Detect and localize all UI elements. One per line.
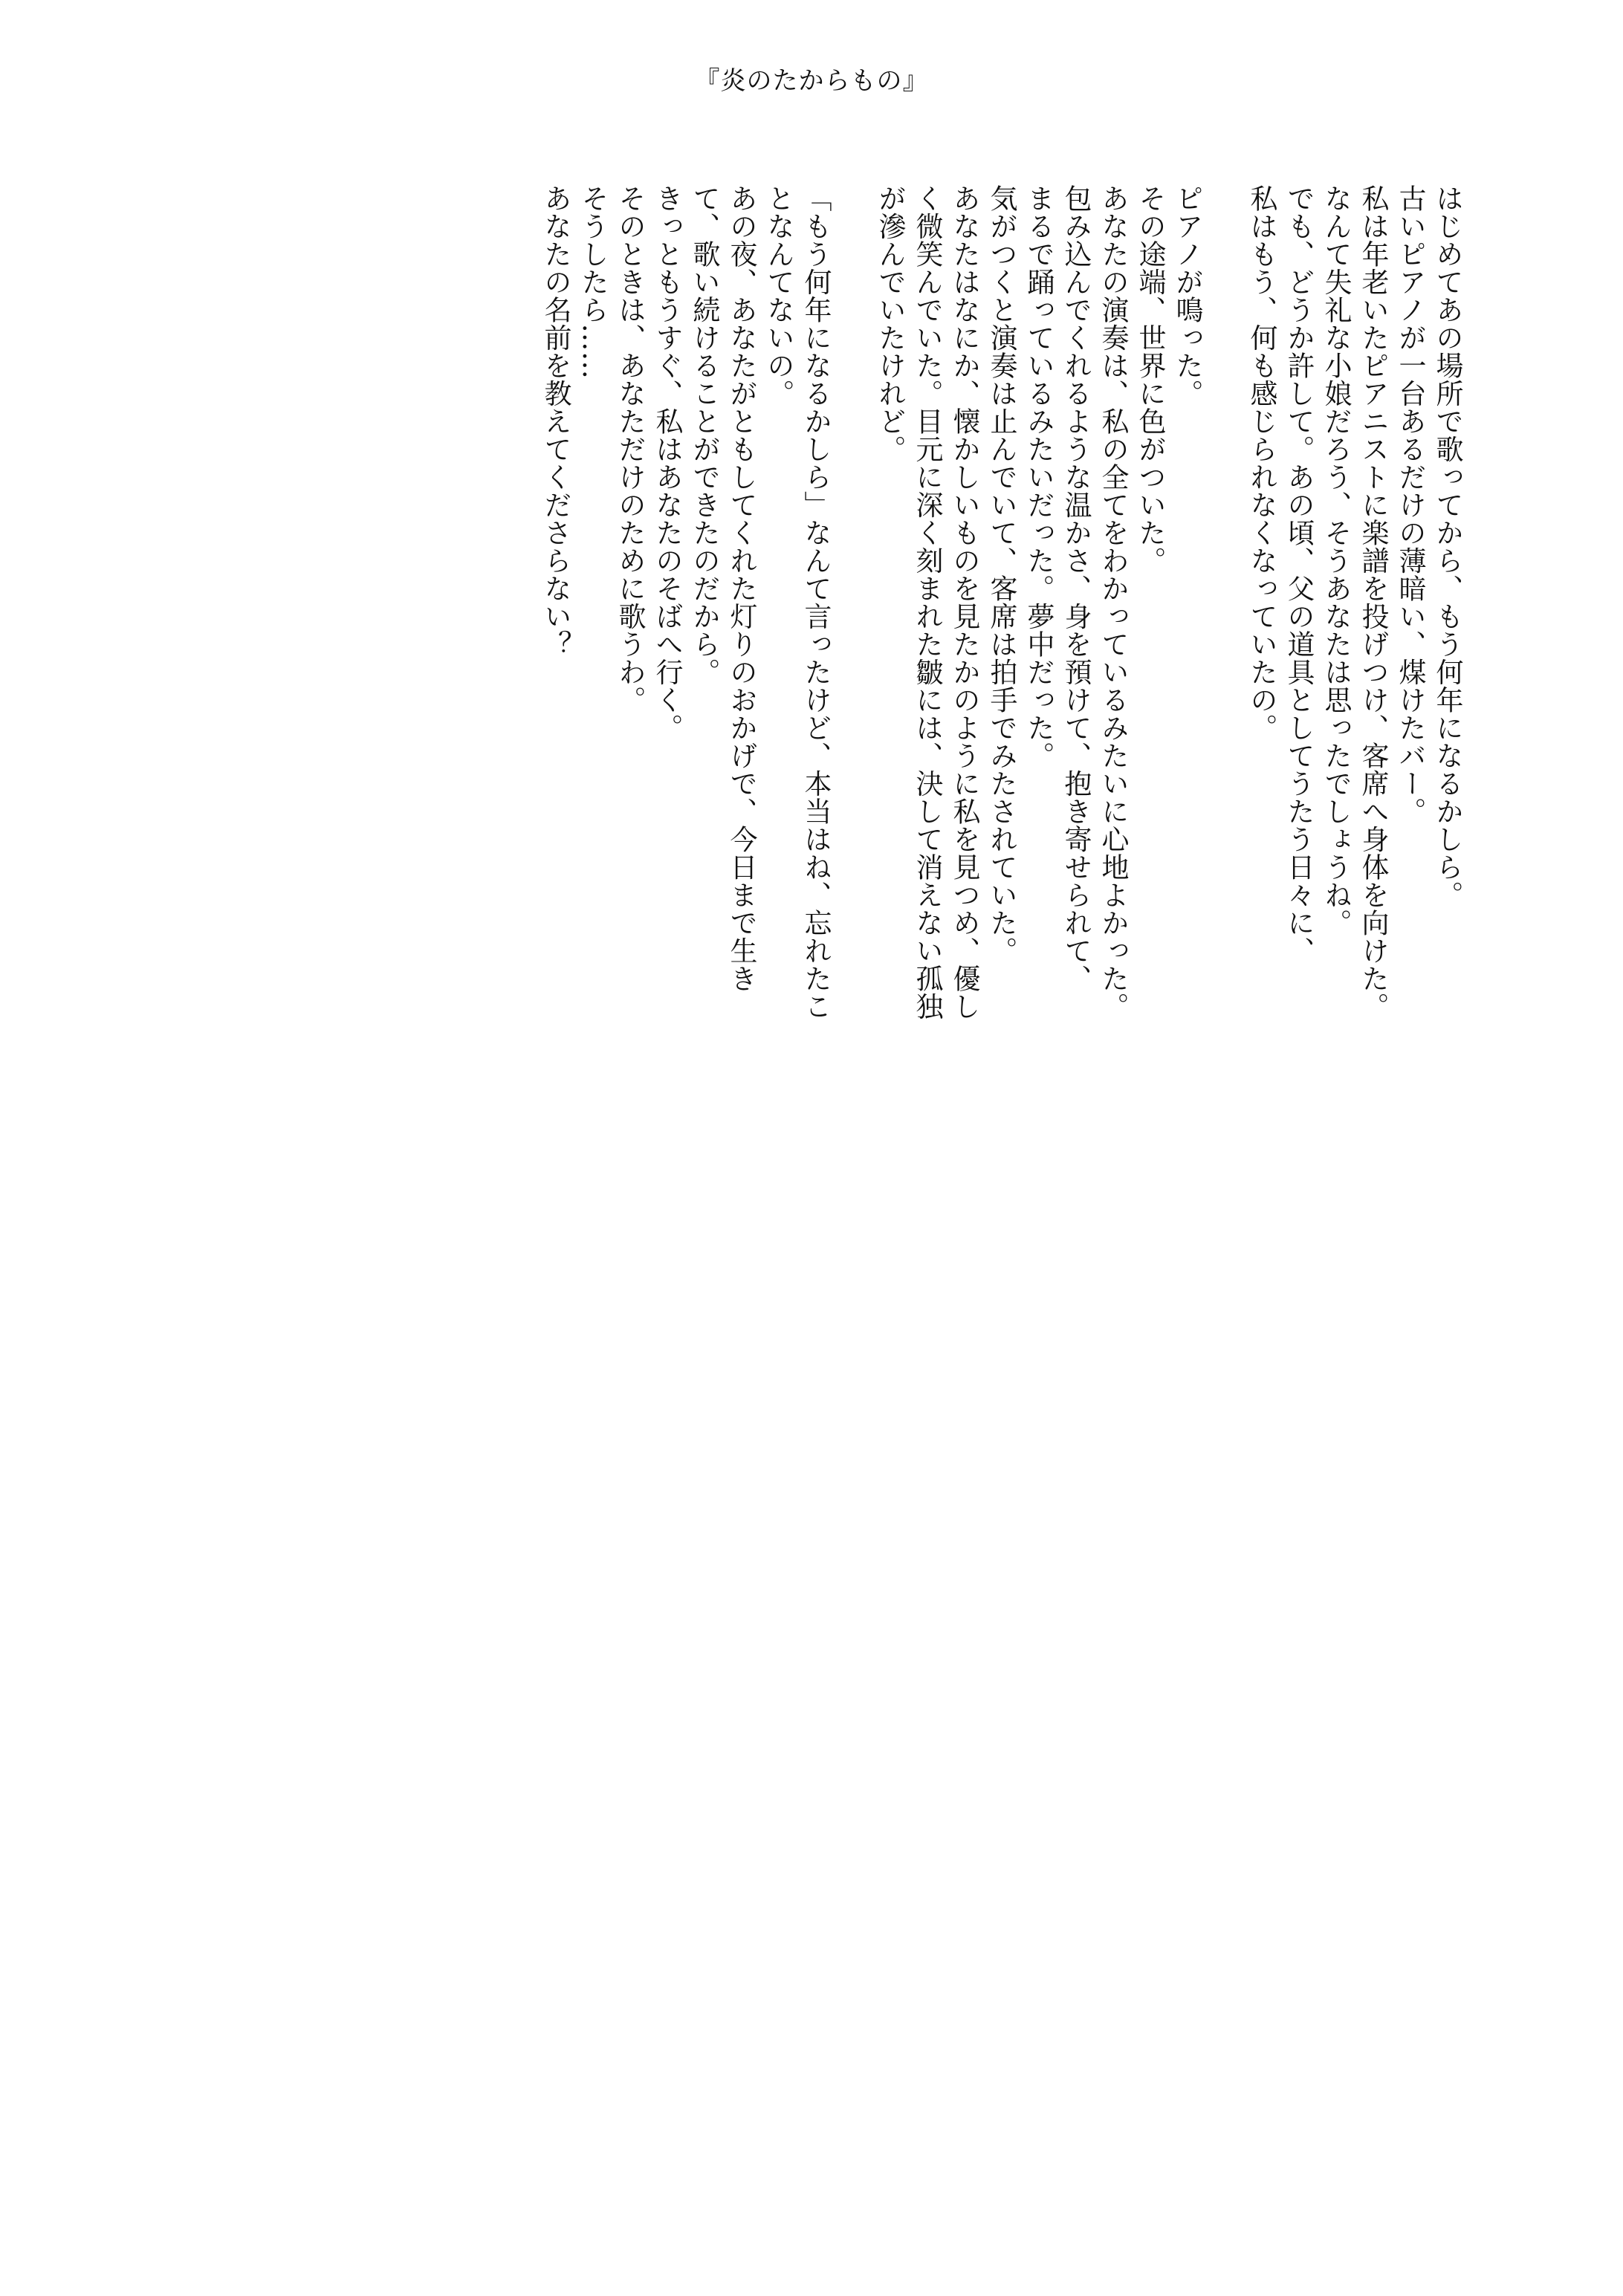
- text-line: そのときは、あなただけのために歌うわ。: [614, 184, 646, 714]
- text-line: まるで踊っているみたいだった。夢中だった。: [1023, 184, 1055, 770]
- text-line: が滲んでいたけれど。: [874, 184, 906, 463]
- text-line: 古いピアノが一台あるだけの薄暗い、煤けたバー。: [1394, 184, 1426, 826]
- text-line: でも、どうか許して。あの頃、父の道具としてうたう日々に、: [1283, 184, 1315, 964]
- paragraph-gap: [834, 184, 871, 1076]
- text-line: はじめてあの場所で歌ってから、もう何年になるかしら。: [1431, 184, 1463, 909]
- text-line: 包み込んでくれるような温かさ、身を預けて、抱き寄せられて、: [1060, 184, 1092, 993]
- paragraph-gap: [1205, 184, 1243, 1076]
- text-line: あなたの演奏は、私の全てをわかっているみたいに心地よかった。: [1097, 184, 1129, 1020]
- text-line: その途端、世界に色がついた。: [1134, 184, 1166, 574]
- paragraph-2: [871, 184, 1205, 1076]
- text-line: あの夜、あなたがともしてくれた灯りのおかげで、今日まで生き: [725, 184, 757, 993]
- text-line: となんてないの。: [762, 184, 794, 407]
- text-line: あなたの名前を教えてくださらない？: [540, 184, 571, 658]
- text-line: なんて失礼な小娘だろう、そうあなたは思ったでしょうね。: [1320, 184, 1352, 937]
- text-line: 私は年老いたピアニストに楽譜を投げつけ、客席へ身体を向けた。: [1357, 184, 1389, 1020]
- text-line: て、歌い続けることができたのだから。: [688, 184, 720, 686]
- text-line: く微笑んでいた。目元に深く刻まれた皺には、決して消えない孤独: [911, 184, 943, 1020]
- paragraph-3: [537, 184, 834, 1076]
- page-title: 『炎のたからもの』: [694, 66, 929, 96]
- vertical-text-body: [537, 184, 1465, 1076]
- text-line: ピアノが鳴った。: [1171, 184, 1203, 407]
- text-line: あなたはなにか、懐かしいものを見たかのように私を見つめ、優し: [948, 184, 980, 1020]
- text-line: 気がつくと演奏は止んでいて、客席は拍手でみたされていた。: [985, 184, 1017, 964]
- text-line: 私はもう、何も感じられなくなっていたの。: [1245, 184, 1277, 742]
- text-line: そうしたら……: [577, 184, 609, 380]
- text-line: きっともうすぐ、私はあなたのそばへ行く。: [651, 184, 683, 742]
- paragraph-1: [1243, 184, 1465, 1076]
- text-line: 「もう何年になるかしら」なんて言ったけど、本当はね、忘れたこ: [800, 184, 832, 1020]
